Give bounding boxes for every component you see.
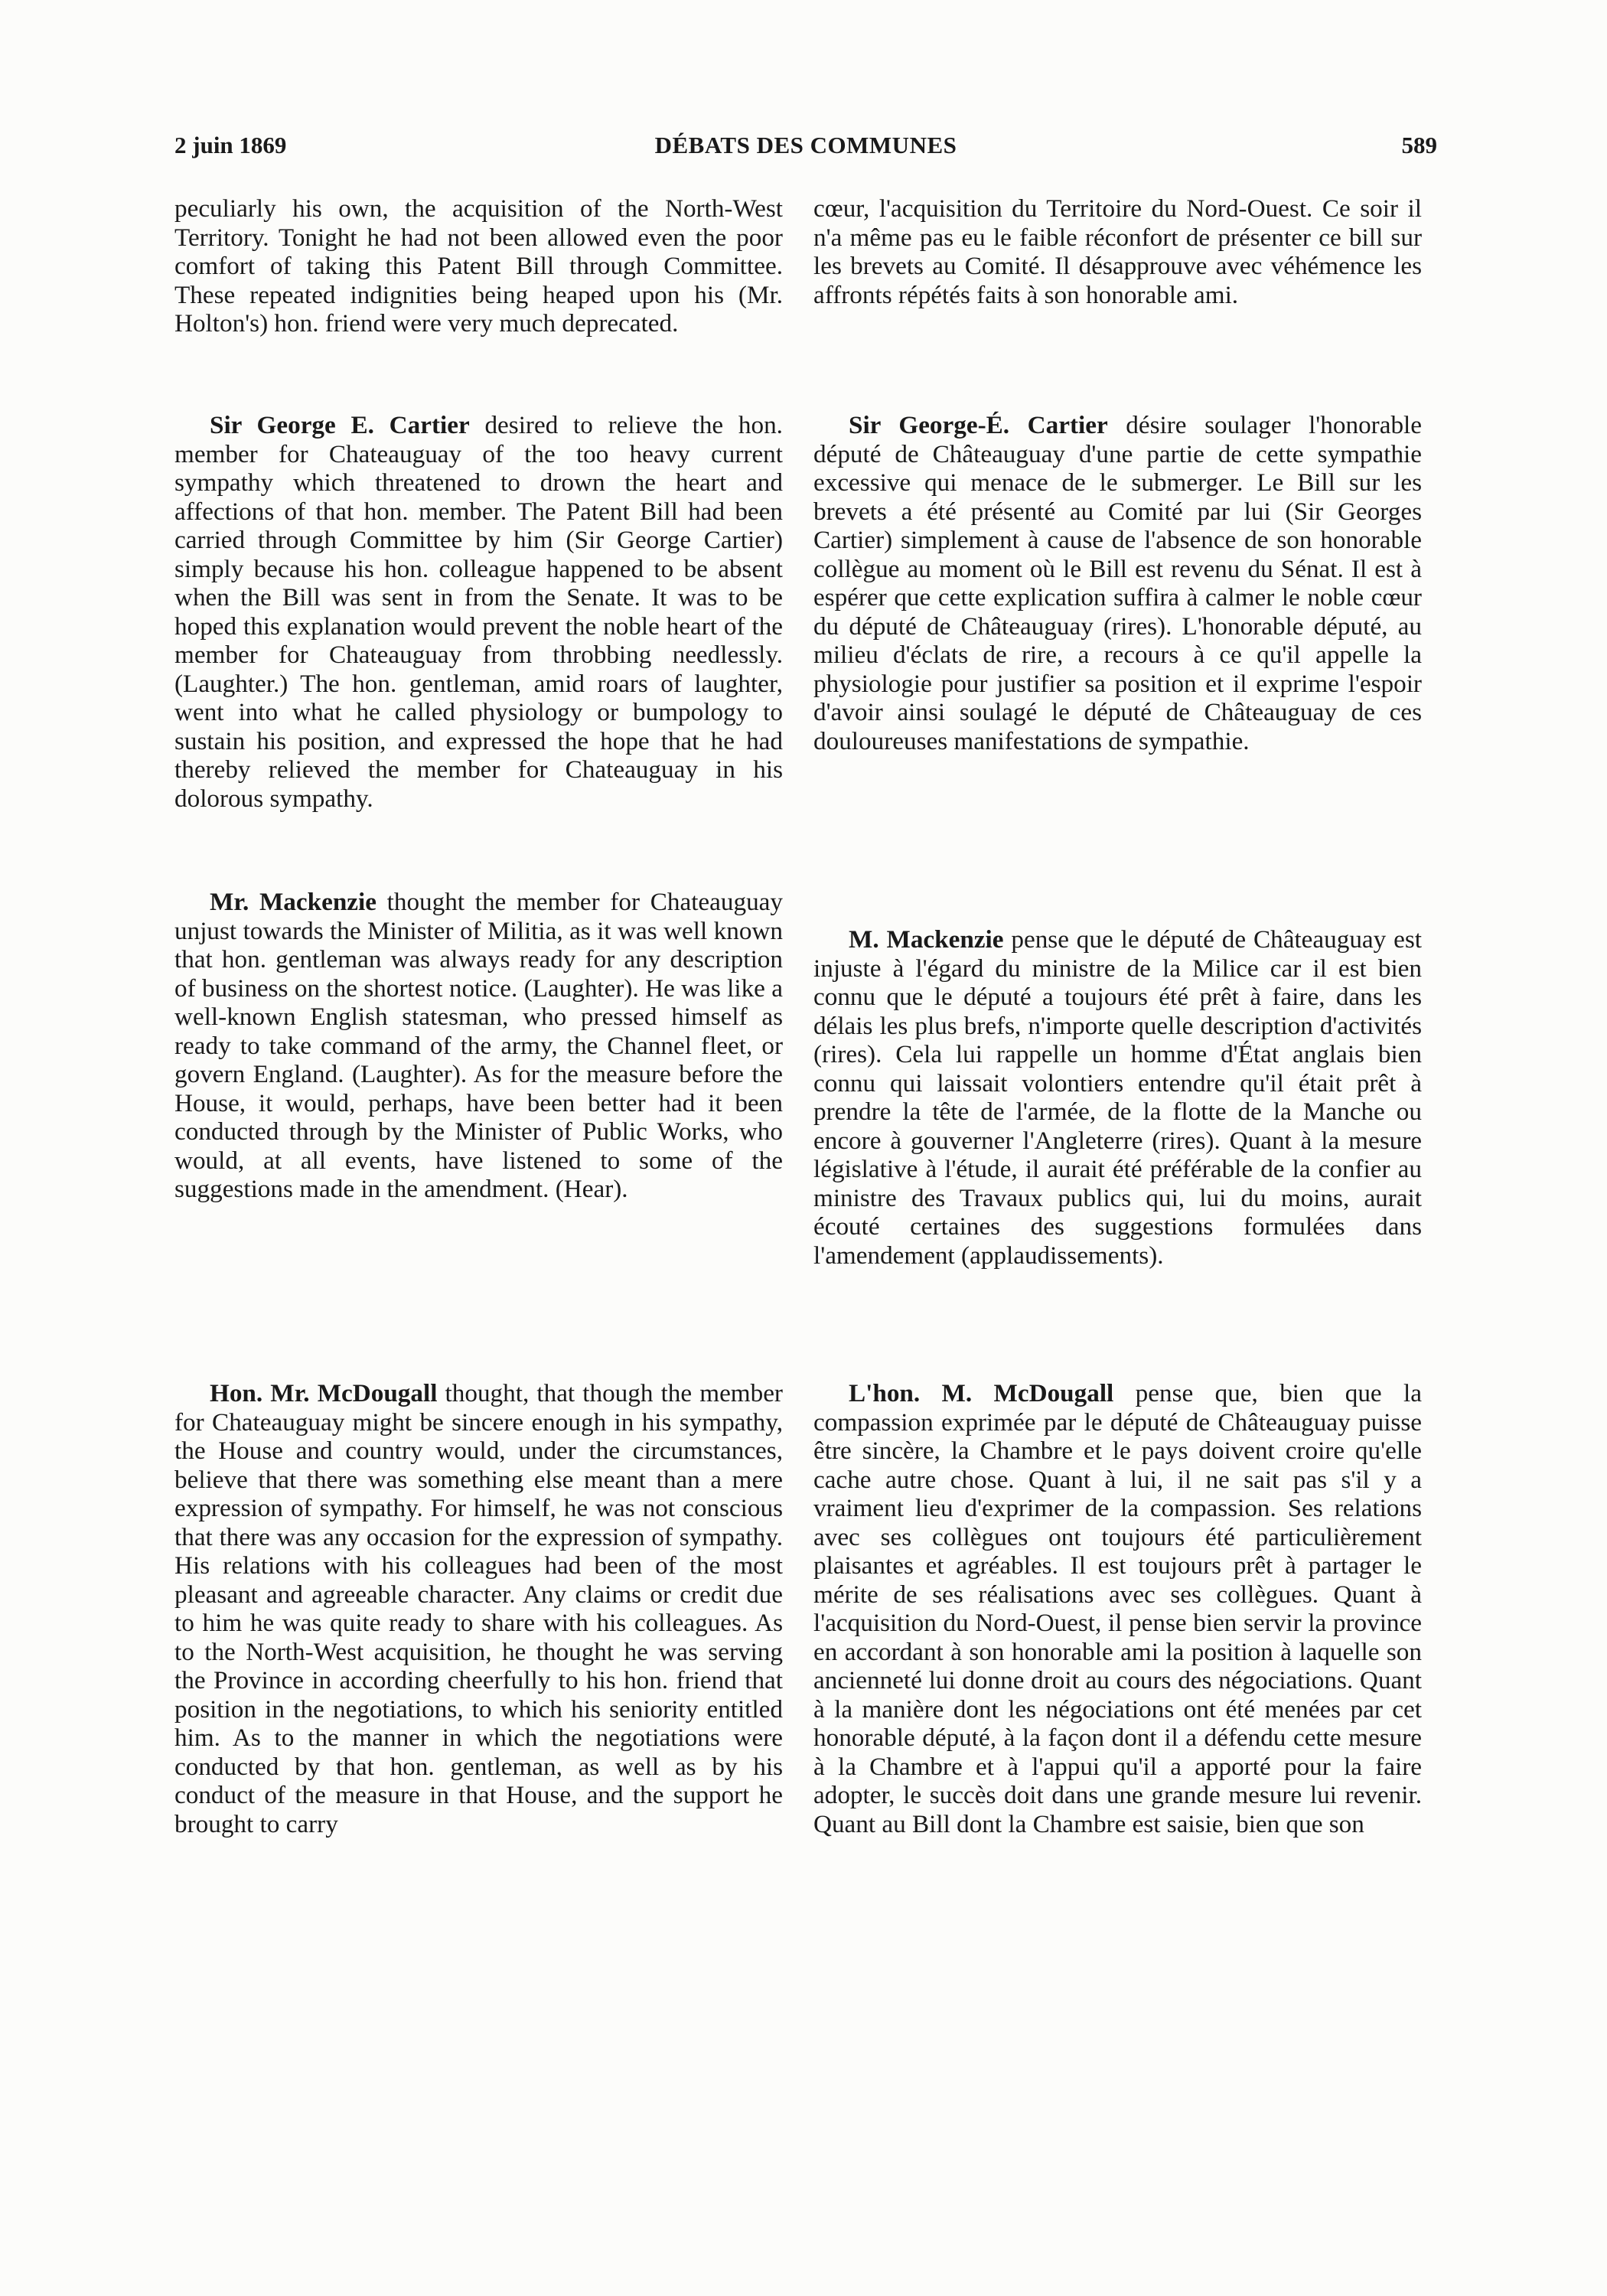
- page-number: 589: [1401, 132, 1437, 158]
- paragraph-cartier: [813, 411, 1422, 755]
- paragraph-continuation: [813, 194, 1422, 309]
- speaker-name: Sir George-É. Cartier: [849, 411, 1108, 439]
- speaker-name: Sir George E. Cartier: [210, 411, 470, 439]
- paragraph-mackenzie: [174, 888, 783, 1204]
- paragraph-text: désire soulager l'honorable député de Châteauguay d'une partie de cette sympathie excessive qui menace de le submerger. Le Bill sur les brevets a été présenté au Comité par lui (Sir Georges Cartier) simplement à cause de l'absence de son honorable collègue au moment où le Bill est revenu du Sénat. Il est à espérer que cette explication suffira à calmer le noble cœur du député de Châteauguay (rires). L'honorable député, au milieu d'éclats de rire, a recours à ce qu'il appelle la physiologie pour justifier sa position et il exprime l'espoir d'avoir ainsi soulagé le député de Châteauguay de ces douloureuses manifestations de sympathie.: [813, 411, 1422, 755]
- paragraph-mcdougall: [813, 1379, 1422, 1838]
- running-header: [174, 132, 1437, 162]
- speaker-name: M. Mackenzie: [849, 925, 1004, 954]
- header-title: DÉBATS DES COMMUNES: [654, 132, 957, 158]
- paragraph-text: thought, that though the member for Chateauguay might be sincere enough in his sympathy, the House and country would, under the circumstances, believe that there was something else meant than a mere expression of sympathy. For himself, he was not conscious that there was any occasion for the expression of sympathy. His relations with his colleagues had been of the most pleasant and agreeable character. Any claims or credit due to him he was quite ready to share with his colleagues. As to the North-West acquisition, he thought he was serving the Province in according cheerfully to his hon. friend that position in the negotiations, to which his seniority entitled him. As to the manner in which the negotiations were conducted by that hon. gentleman, as well as by his conduct of the measure in that House, and the support he brought to carry: [174, 1379, 783, 1838]
- speaker-name: L'hon. M. McDougall: [849, 1379, 1114, 1407]
- paragraph-text: thought the member for Chateauguay unjust towards the Minister of Militia, as it was well known that hon. gentleman was always ready for any description of business on the shortest notice. (Laughter). He was like a well-known English statesman, who pressed himself as ready to take command of the army, the Channel fleet, or govern England. (Laughter). As for the measure before the House, it would, perhaps, have been better had it been conducted through by the Minister of Public Works, who would, at all events, have listened to some of the suggestions made in the amendment. (Hear).: [174, 888, 783, 1203]
- paragraph-continuation: [174, 194, 783, 338]
- paragraph-text: pense que le député de Châteauguay est injuste à l'égard du ministre de la Milice car il est bien connu que le député a toujours été prêt à faire, dans les délais les plus brefs, n'importe quelle description d'activités (rires). Cela lui rappelle un homme d'État anglais bien connu qui laissait volontiers entendre qu'il était prêt à prendre la tête de l'armée, de la flotte de la Manche ou encore à gouverner l'Angleterre (rires). Quant à la mesure législative à l'étude, il aurait été préférable de la confier au ministre des Travaux publics qui, lui du moins, aurait écouté certaines des suggestions formulées dans l'amendement (applaudissements).: [813, 925, 1422, 1270]
- paragraph-text: pense que, bien que la compassion exprimée par le député de Châteauguay puisse être sincère, la Chambre et le pays doivent croire qu'elle cache autre chose. Quant à lui, il ne sait pas s'il y a vraiment lieu d'exprimer de la compassion. Ses relations avec ses collègues ont toujours été particulièrement plaisantes et agréables. Il est toujours prêt à partager le mérite de ses réalisations avec ses collègues. Quant à l'acquisition du Nord-Ouest, il pense bien servir la province en accordant à son honorable ami la position à laquelle son ancienneté lui donne droit au cours des négociations. Quant à la manière dont les négociations ont été menées par cet honorable député, à la façon dont il a défendu cette mesure à la Chambre et à l'appui qu'il a apporté pour la faire adopter, le succès doit dans une grande mesure lui revenir. Quant au Bill dont la Chambre est saisie, bien que son: [813, 1379, 1422, 1838]
- speaker-name: Mr. Mackenzie: [210, 888, 376, 916]
- paragraph-mcdougall: [174, 1379, 783, 1838]
- paragraph-text: peculiarly his own, the acquisition of the North-West Territory. Tonight he had not been allowed even the poor comfort of taking this Patent Bill through Committee. These repeated indignities being heaped upon his (Mr. Holton's) hon. friend were very much deprecated.: [174, 194, 783, 338]
- header-date: 2 juin 1869: [174, 132, 287, 158]
- paragraph-mackenzie: [813, 925, 1422, 1270]
- paragraph-text: cœur, l'acquisition du Territoire du Nord-Ouest. Ce soir il n'a même pas eu le faible réconfort de présenter ce bill sur les brevets au Comité. Il désapprouve avec véhémence les affronts répétés faits à son honorable ami.: [813, 194, 1422, 309]
- paragraph-cartier: [174, 411, 783, 813]
- paragraph-text: desired to relieve the hon. member for Chateauguay of the too heavy current sympathy which threatened to drown the heart and affections of that hon. member. The Patent Bill had been carried through Committee by him (Sir George Cartier) simply because his hon. colleague happened to be absent when the Bill was sent in from the Senate. It was to be hoped this explanation would prevent the noble heart of the member for Chateauguay from throbbing needlessly. (Laughter.) The hon. gentleman, amid roars of laughter, went into what he called physiology or bumpology to sustain his position, and expressed the hope that he had thereby relieved the member for Chateauguay in his dolorous sympathy.: [174, 411, 783, 813]
- speaker-name: Hon. Mr. McDougall: [210, 1379, 438, 1407]
